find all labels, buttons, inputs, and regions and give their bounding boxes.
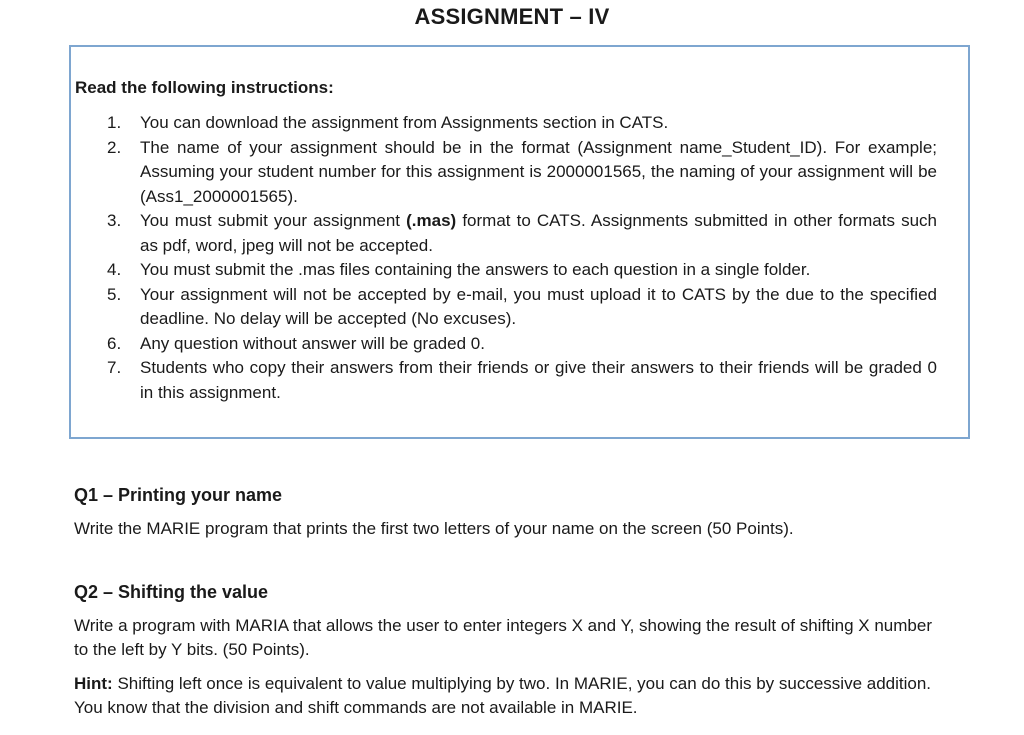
instruction-item xyxy=(107,332,937,357)
instruction-item xyxy=(107,356,937,405)
instruction-text: Your assignment will not be accepted by e-mail, you must upload it to CATS by the due to the specified deadline. No delay will be accepted (No excuses). xyxy=(140,284,937,328)
instruction-item xyxy=(107,111,937,136)
question-1 xyxy=(74,483,936,541)
instruction-text: format to CATS. Assignments submitted in other formats such as pdf, word, jpeg will not be accepted. xyxy=(140,211,937,255)
question-1-heading: Q1 – Printing your name xyxy=(74,485,283,505)
instruction-item xyxy=(107,136,937,210)
instruction-text: The name of your assignment should be in the format (Assignment name_Student_ID). For example; Assuming your student number for this assignment is 2000001565, the naming of your assignment will be (Ass1_2000001565). xyxy=(140,137,937,206)
question-2-heading: Q2 – Shifting the value xyxy=(74,582,269,602)
hint-label: Hint: xyxy=(74,674,113,693)
hint-text: Shifting left once is equivalent to value multiplying by two. In MARIE, you can do this by successive addition. You know that the division and shift commands are not available in MARIE. xyxy=(74,674,932,717)
instruction-format-emphasis: (.mas) xyxy=(406,211,457,230)
instructions-heading: Read the following instructions: xyxy=(75,78,334,97)
question-1-text: Write the MARIE program that prints the first two letters of your name on the screen (50 Points). xyxy=(74,519,794,538)
instruction-number: 2. xyxy=(107,137,122,157)
instruction-item xyxy=(107,209,937,258)
question-2-text: Write a program with MARIA that allows the user to enter integers X and Y, showing the result of shifting X number to the left by Y bits. (50 Points). xyxy=(74,616,932,659)
instruction-item xyxy=(107,258,937,283)
page-title: ASSIGNMENT – IV xyxy=(414,4,610,29)
instructions-box xyxy=(69,45,970,439)
question-2 xyxy=(74,580,936,720)
instruction-number: 4. xyxy=(107,260,122,279)
instruction-text: Any question without answer will be graded 0. xyxy=(140,333,485,353)
instruction-item xyxy=(107,283,937,332)
instructions-list xyxy=(107,111,937,405)
question-2-hint xyxy=(74,672,936,720)
instruction-number: 6. xyxy=(107,333,122,353)
instruction-text: You must submit the .mas files containing the answers to each question in a single folder. xyxy=(140,260,811,279)
instruction-text: You can download the assignment from Assignments section in CATS. xyxy=(140,113,669,132)
instruction-text: Students who copy their answers from their friends or give their answers to their friends will be graded 0 in this assignment. xyxy=(140,358,937,402)
instruction-number: 7. xyxy=(107,358,122,377)
instruction-number: 1. xyxy=(107,113,122,132)
instruction-number: 5. xyxy=(107,284,122,304)
instruction-number: 3. xyxy=(107,211,122,230)
instruction-text: You must submit your assignment xyxy=(140,211,407,230)
